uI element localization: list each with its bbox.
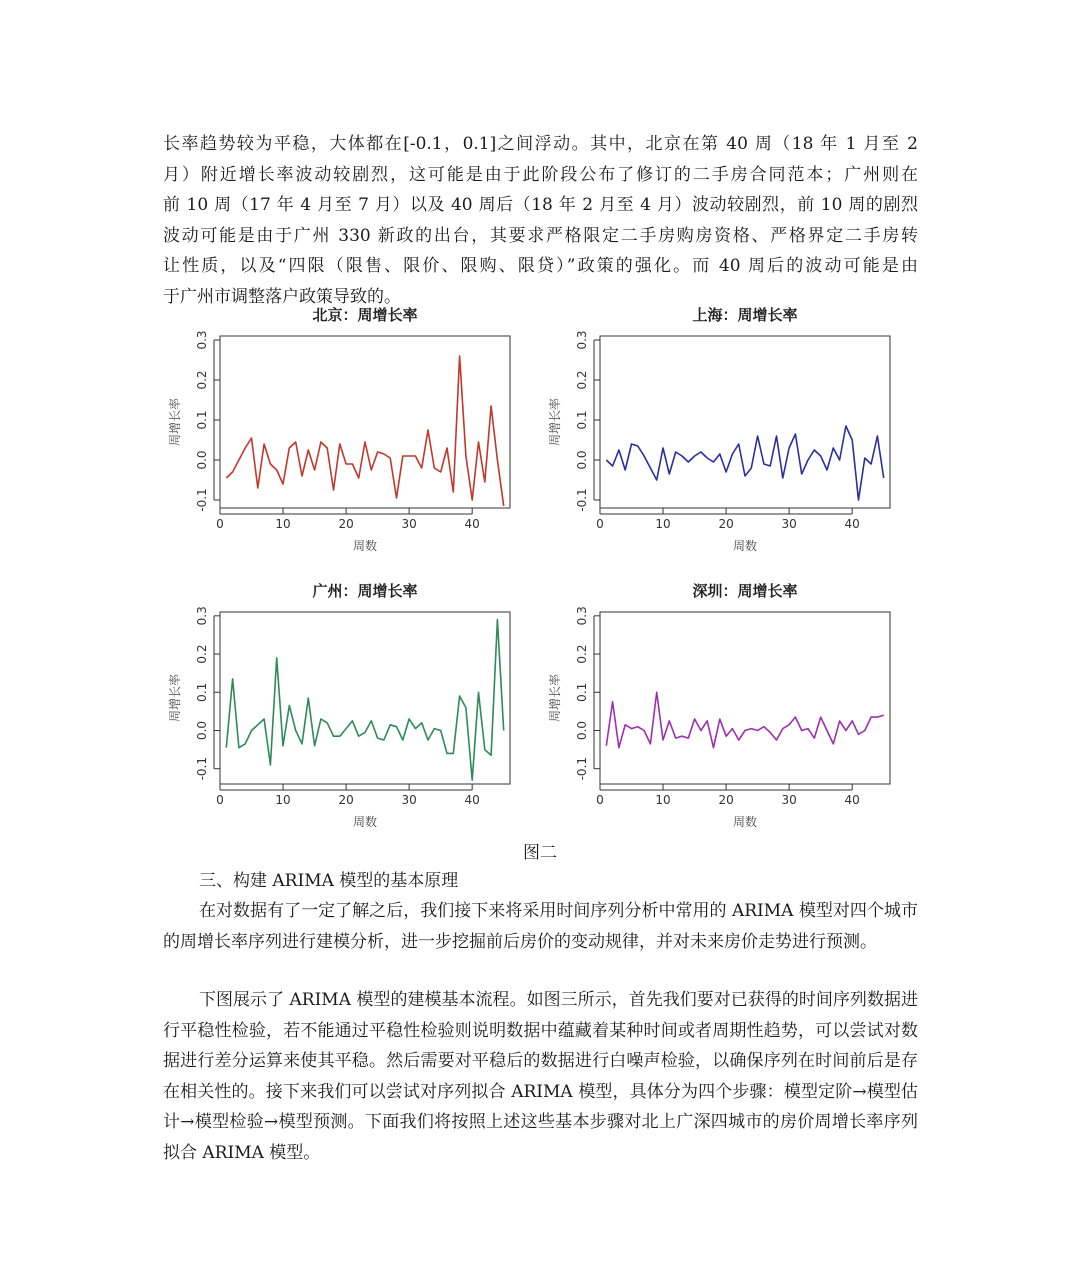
section-heading: 三、构建 ARIMA 模型的基本原理 xyxy=(199,871,459,891)
x-tick-label: 20 xyxy=(718,793,734,807)
x-tick-label: 40 xyxy=(844,793,860,807)
y-tick-label: 0.0 xyxy=(575,450,589,470)
y-tick-label: 0.0 xyxy=(195,720,209,741)
figure-caption: 图二 xyxy=(523,843,557,863)
chart-beijing xyxy=(163,302,523,564)
y-tick-label: 0.2 xyxy=(575,370,589,390)
chart-shanghai xyxy=(543,302,903,564)
x-tick-label: 0 xyxy=(216,793,224,807)
x-axis-label: 周数 xyxy=(352,815,378,829)
series-line xyxy=(606,692,883,747)
x-tick-label: 0 xyxy=(216,517,224,531)
paragraph-2: 在对数据有了一定了解之后，我们接下来将采用时间序列分析中常用的 ARIMA 模型对四个城市的周增长率序列进行建模分析，进一步挖掘前后房价的变动规律，并对未来房价走势进行预测。 xyxy=(163,901,918,952)
y-tick-label: -0.1 xyxy=(575,488,589,512)
chart-shenzhen xyxy=(543,578,903,840)
y-axis-label: 周增长率 xyxy=(548,397,562,447)
paragraph-1-line: 前 10 周（17 年 4 月至 7 月）以及 40 周后（18 年 2 月至 4 月）波动较剧烈，前 10 周的剧烈 xyxy=(163,195,918,215)
paragraph-1-line: 于广州市调整落户政策导致的。 xyxy=(163,286,401,307)
y-axis-label: 周增长率 xyxy=(168,397,182,447)
x-axis-label: 周数 xyxy=(352,539,378,553)
chart-title: 广州：周增长率 xyxy=(312,582,418,600)
y-axis-label: 周增长率 xyxy=(168,673,182,723)
x-axis-label: 周数 xyxy=(732,539,758,553)
y-tick-label: 0.1 xyxy=(195,410,209,430)
paragraph-1-line: 长率趋势较为平稳，大体都在[-0.1，0.1]之间浮动。其中，北京在第 40 周（18 年 1 月至 2 xyxy=(163,134,918,154)
plot-frame xyxy=(600,336,890,508)
x-tick-label: 10 xyxy=(275,517,291,531)
paragraph-1-line: 波动可能是由于广州 330 新政的出台，其要求严格限定二手房购房资格、严格界定二手房转 xyxy=(163,225,918,246)
x-tick-label: 30 xyxy=(401,517,417,531)
x-tick-label: 10 xyxy=(275,793,291,807)
y-tick-label: 0.1 xyxy=(195,682,209,702)
x-tick-label: 0 xyxy=(596,793,604,807)
x-tick-label: 40 xyxy=(464,793,480,807)
y-tick-label: 0.0 xyxy=(575,720,589,741)
paragraph-1 xyxy=(163,129,918,312)
chart-title: 深圳：周增长率 xyxy=(692,582,798,600)
paragraph-1-line: 月）附近增长率波动较剧烈，这可能是由于此阶段公布了修订的二手房合同范本；广州则在 xyxy=(163,164,918,185)
x-tick-label: 20 xyxy=(718,517,734,531)
chart-title: 上海：周增长率 xyxy=(692,306,798,324)
x-tick-label: 30 xyxy=(781,517,797,531)
x-tick-label: 20 xyxy=(338,517,354,531)
y-tick-label: 0.3 xyxy=(195,606,209,626)
chart-title: 北京：周增长率 xyxy=(312,306,418,324)
y-tick-label: 0.2 xyxy=(195,370,209,390)
series-line xyxy=(226,356,503,506)
chart-guangzhou xyxy=(163,578,523,840)
x-tick-label: 40 xyxy=(464,517,480,531)
plot-frame xyxy=(220,336,510,508)
y-tick-label: 0.1 xyxy=(575,682,589,702)
plot-frame xyxy=(600,612,890,784)
y-tick-label: 0.0 xyxy=(195,450,209,470)
y-tick-label: 0.2 xyxy=(575,644,589,664)
x-tick-label: 10 xyxy=(655,517,671,531)
series-line xyxy=(606,426,883,500)
x-tick-label: 0 xyxy=(596,517,604,531)
y-tick-label: -0.1 xyxy=(195,757,209,781)
x-tick-label: 20 xyxy=(338,793,354,807)
x-axis-label: 周数 xyxy=(732,815,758,829)
series-line xyxy=(226,620,503,781)
x-tick-label: 30 xyxy=(401,793,417,807)
y-tick-label: -0.1 xyxy=(575,757,589,781)
y-tick-label: 0.3 xyxy=(575,606,589,626)
y-axis-label: 周增长率 xyxy=(548,673,562,723)
y-tick-label: -0.1 xyxy=(195,488,209,512)
paragraph-1-line: 让性质，以及“四限（限售、限价、限购、限贷）”政策的强化。而 40 周后的波动可能是由 xyxy=(163,256,918,276)
y-tick-label: 0.3 xyxy=(575,330,589,350)
paragraph-3: 下图展示了 ARIMA 模型的建模基本流程。如图三所示，首先我们要对已获得的时间序列数据进行平稳性检验，若不能通过平稳性检验则说明数据中蕴藏着某种时间或者周期性趋势，可以尝试对数据进行差分运算来使其平稳。然后需要对平稳后的数据进行白噪声检验，以确保序列在时间前后是存在相关性的。接下来我们可以尝试对序列拟合 ARIMA 模型，具体分为四个步骤：模型定阶→模型估计→模型检验→模型预测。下面我们将按照上述这些基本步骤对北上广深四城市的房价周增长率序列拟合 ARIMA 模型。 xyxy=(163,990,918,1163)
x-tick-label: 30 xyxy=(781,793,797,807)
y-tick-label: 0.1 xyxy=(575,410,589,430)
y-tick-label: 0.3 xyxy=(195,330,209,350)
x-tick-label: 40 xyxy=(844,517,860,531)
y-tick-label: 0.2 xyxy=(195,644,209,664)
x-tick-label: 10 xyxy=(655,793,671,807)
plot-frame xyxy=(220,612,510,784)
